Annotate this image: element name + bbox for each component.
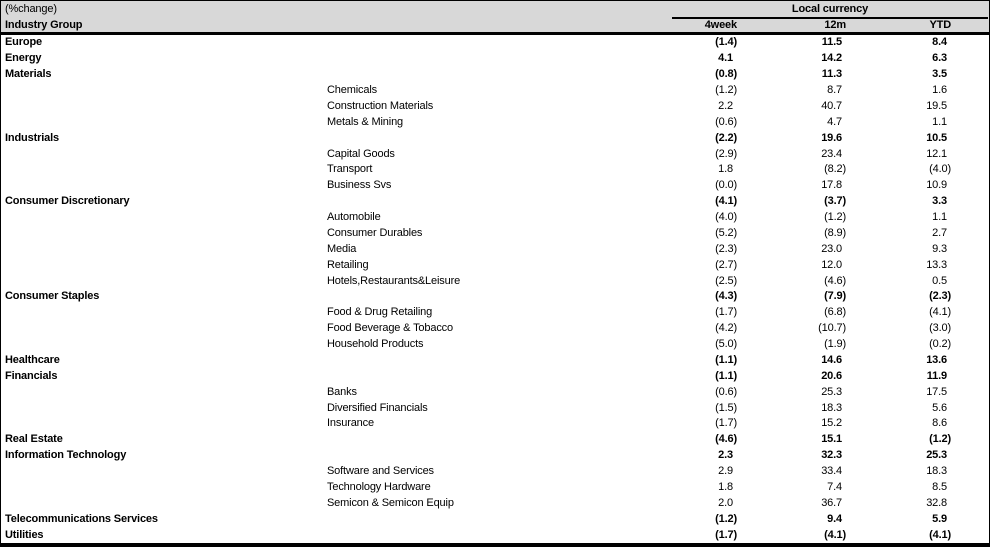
table-row bbox=[1, 416, 989, 432]
table-row bbox=[1, 83, 989, 99]
value-cell: (1.2) bbox=[715, 84, 737, 97]
subsector-label: Transport bbox=[327, 163, 373, 176]
value-cell: (1.4) bbox=[715, 36, 737, 49]
value-cell: (0.6) bbox=[715, 115, 737, 128]
column-header-row bbox=[1, 17, 989, 32]
subsector-label: Insurance bbox=[327, 417, 374, 430]
value-cell: 17.8 bbox=[821, 179, 842, 192]
value-cell: (1.9) bbox=[824, 338, 846, 351]
subsector-label: Retailing bbox=[327, 258, 369, 271]
value-cell: (0.8) bbox=[715, 68, 737, 81]
sector-label: Consumer Staples bbox=[5, 290, 100, 303]
table-row bbox=[1, 194, 989, 210]
value-cell: 19.6 bbox=[821, 131, 842, 144]
value-cell: 20.6 bbox=[821, 369, 842, 382]
table-row bbox=[1, 146, 989, 162]
value-cell: 25.3 bbox=[821, 385, 842, 398]
value-cell: 18.3 bbox=[926, 465, 947, 478]
value-cell: (6.8) bbox=[824, 306, 846, 319]
table-row bbox=[1, 99, 989, 115]
table-row bbox=[1, 257, 989, 273]
value-cell: 15.1 bbox=[821, 433, 842, 446]
subsector-label: Semicon & Semicon Equip bbox=[327, 496, 454, 509]
subsector-label: Construction Materials bbox=[327, 99, 434, 112]
value-cell: (1.7) bbox=[715, 528, 737, 541]
subsector-label: Metals & Mining bbox=[327, 115, 404, 128]
value-cell: 12.1 bbox=[926, 147, 947, 160]
value-cell: (4.1) bbox=[929, 306, 951, 319]
value-cell: (2.5) bbox=[715, 274, 737, 287]
table-row bbox=[1, 178, 989, 194]
value-cell: 23.4 bbox=[821, 147, 842, 160]
value-cell: 18.3 bbox=[821, 401, 842, 414]
subsector-label: Diversified Financials bbox=[327, 401, 428, 414]
value-cell: 14.6 bbox=[821, 353, 842, 366]
value-cell: (7.9) bbox=[824, 290, 846, 303]
industry-group-header: Industry Group bbox=[5, 18, 83, 31]
value-cell: 13.3 bbox=[926, 258, 947, 271]
table-row bbox=[1, 305, 989, 321]
sector-label: Utilities bbox=[5, 528, 44, 541]
value-cell: (2.3) bbox=[715, 242, 737, 255]
value-cell: 33.4 bbox=[821, 465, 842, 478]
value-cell: (4.1) bbox=[715, 195, 737, 208]
subsector-label: Software and Services bbox=[327, 465, 434, 478]
column-header-12m: 12m bbox=[824, 18, 846, 31]
value-cell: (2.9) bbox=[715, 147, 737, 160]
value-cell: 8.6 bbox=[932, 417, 947, 430]
value-cell: (1.7) bbox=[715, 306, 737, 319]
table-row bbox=[1, 495, 989, 511]
value-cell: 8.7 bbox=[827, 84, 842, 97]
value-cell: 6.3 bbox=[932, 52, 947, 65]
value-cell: 0.5 bbox=[932, 274, 947, 287]
value-cell: 11.9 bbox=[926, 369, 947, 382]
value-cell: (0.6) bbox=[715, 385, 737, 398]
sector-label: Energy bbox=[5, 52, 42, 65]
table-row bbox=[1, 400, 989, 416]
column-header-ytd: YTD bbox=[929, 18, 951, 31]
value-cell: 10.5 bbox=[926, 131, 947, 144]
value-cell: (4.2) bbox=[715, 322, 737, 335]
value-cell: 4.7 bbox=[827, 115, 842, 128]
sector-label: Real Estate bbox=[5, 433, 63, 446]
value-cell: 12.0 bbox=[821, 258, 842, 271]
value-cell: 1.8 bbox=[718, 163, 733, 176]
table-row bbox=[1, 226, 989, 242]
table-row bbox=[1, 241, 989, 257]
value-cell: (1.1) bbox=[715, 353, 737, 366]
value-cell: 2.3 bbox=[718, 449, 733, 462]
table-body bbox=[1, 35, 989, 543]
value-cell: 36.7 bbox=[821, 496, 842, 509]
table-row bbox=[1, 130, 989, 146]
table-row bbox=[1, 448, 989, 464]
value-cell: (1.7) bbox=[715, 417, 737, 430]
value-cell: 5.6 bbox=[932, 401, 947, 414]
value-cell: 1.1 bbox=[932, 115, 947, 128]
subsector-label: Consumer Durables bbox=[327, 226, 423, 239]
table-row bbox=[1, 432, 989, 448]
sector-label: Consumer Discretionary bbox=[5, 195, 130, 208]
value-cell: 7.4 bbox=[827, 480, 842, 493]
value-cell: 1.6 bbox=[932, 84, 947, 97]
value-cell: 11.5 bbox=[821, 36, 842, 49]
sector-label: Industrials bbox=[5, 131, 59, 144]
table-row bbox=[1, 289, 989, 305]
value-cell: 10.9 bbox=[926, 179, 947, 192]
table-row bbox=[1, 321, 989, 337]
table-row bbox=[1, 114, 989, 130]
local-currency-header: Local currency bbox=[672, 1, 988, 19]
value-cell: 9.4 bbox=[827, 512, 842, 525]
subsector-label: Chemicals bbox=[327, 84, 377, 97]
table-row bbox=[1, 162, 989, 178]
value-cell: 32.8 bbox=[926, 496, 947, 509]
percent-change-label: (%change) bbox=[5, 3, 57, 15]
value-cell: (1.5) bbox=[715, 401, 737, 414]
value-cell: (1.2) bbox=[824, 211, 846, 224]
value-cell: 3.5 bbox=[932, 68, 947, 81]
value-cell: 2.9 bbox=[718, 465, 733, 478]
subsector-label: Food & Drug Retailing bbox=[327, 306, 433, 319]
value-cell: (4.6) bbox=[824, 274, 846, 287]
subsector-label: Technology Hardware bbox=[327, 480, 431, 493]
value-cell: 19.5 bbox=[926, 99, 947, 112]
value-cell: 17.5 bbox=[926, 385, 947, 398]
value-cell: (2.3) bbox=[929, 290, 951, 303]
table-row bbox=[1, 480, 989, 496]
value-cell: 8.5 bbox=[932, 480, 947, 493]
value-cell: (3.7) bbox=[824, 195, 846, 208]
value-cell: 11.3 bbox=[821, 68, 842, 81]
value-cell: (1.2) bbox=[929, 433, 951, 446]
value-cell: 13.6 bbox=[926, 353, 947, 366]
value-cell: (5.0) bbox=[715, 338, 737, 351]
value-cell: 14.2 bbox=[821, 52, 842, 65]
value-cell: (2.2) bbox=[715, 131, 737, 144]
value-cell: 4.1 bbox=[718, 52, 733, 65]
sector-label: Healthcare bbox=[5, 353, 60, 366]
subsector-label: Food Beverage & Tobacco bbox=[327, 322, 453, 335]
value-cell: (2.7) bbox=[715, 258, 737, 271]
value-cell: 32.3 bbox=[821, 449, 842, 462]
value-cell: 3.3 bbox=[932, 195, 947, 208]
value-cell: 8.4 bbox=[932, 36, 947, 49]
table-row bbox=[1, 35, 989, 51]
subsector-label: Banks bbox=[327, 385, 357, 398]
table-row bbox=[1, 464, 989, 480]
table-row bbox=[1, 210, 989, 226]
table-row bbox=[1, 51, 989, 67]
value-cell: 2.2 bbox=[718, 99, 733, 112]
value-cell: (4.6) bbox=[715, 433, 737, 446]
value-cell: (1.1) bbox=[715, 369, 737, 382]
subsector-label: Automobile bbox=[327, 211, 381, 224]
sector-label: Information Technology bbox=[5, 449, 127, 462]
table-row bbox=[1, 353, 989, 369]
value-cell: (4.0) bbox=[929, 163, 951, 176]
value-cell: (8.9) bbox=[824, 226, 846, 239]
table-row bbox=[1, 67, 989, 83]
sector-label: Materials bbox=[5, 68, 52, 81]
value-cell: (1.2) bbox=[715, 512, 737, 525]
value-cell: (4.0) bbox=[715, 211, 737, 224]
table-row bbox=[1, 384, 989, 400]
subsector-label: Capital Goods bbox=[327, 147, 395, 160]
value-cell: (10.7) bbox=[818, 322, 846, 335]
value-cell: 23.0 bbox=[821, 242, 842, 255]
value-cell: (8.2) bbox=[824, 163, 846, 176]
value-cell: 2.0 bbox=[718, 496, 733, 509]
value-cell: (4.1) bbox=[824, 528, 846, 541]
value-cell: (0.2) bbox=[929, 338, 951, 351]
table-row bbox=[1, 337, 989, 353]
table-row bbox=[1, 368, 989, 384]
value-cell: (5.2) bbox=[715, 226, 737, 239]
value-cell: 9.3 bbox=[932, 242, 947, 255]
table-header bbox=[1, 1, 989, 35]
value-cell: (4.3) bbox=[715, 290, 737, 303]
table-row bbox=[1, 527, 989, 543]
sector-label: Financials bbox=[5, 369, 58, 382]
table-row bbox=[1, 511, 989, 527]
value-cell: 2.7 bbox=[932, 226, 947, 239]
subsector-label: Media bbox=[327, 242, 357, 255]
sector-label: Europe bbox=[5, 36, 42, 49]
column-header-4week: 4week bbox=[704, 18, 737, 31]
subsector-label: Hotels,Restaurants&Leisure bbox=[327, 274, 461, 287]
sector-label: Telecommunications Services bbox=[5, 512, 158, 525]
table-row bbox=[1, 273, 989, 289]
value-cell: 15.2 bbox=[821, 417, 842, 430]
value-cell: (3.0) bbox=[929, 322, 951, 335]
value-cell: 5.9 bbox=[932, 512, 947, 525]
subsector-label: Business Svs bbox=[327, 179, 392, 192]
value-cell: 1.8 bbox=[718, 480, 733, 493]
subsector-label: Household Products bbox=[327, 338, 424, 351]
value-cell: 40.7 bbox=[821, 99, 842, 112]
value-cell: 1.1 bbox=[932, 211, 947, 224]
value-cell: 25.3 bbox=[926, 449, 947, 462]
value-cell: (4.1) bbox=[929, 528, 951, 541]
value-cell: (0.0) bbox=[715, 179, 737, 192]
